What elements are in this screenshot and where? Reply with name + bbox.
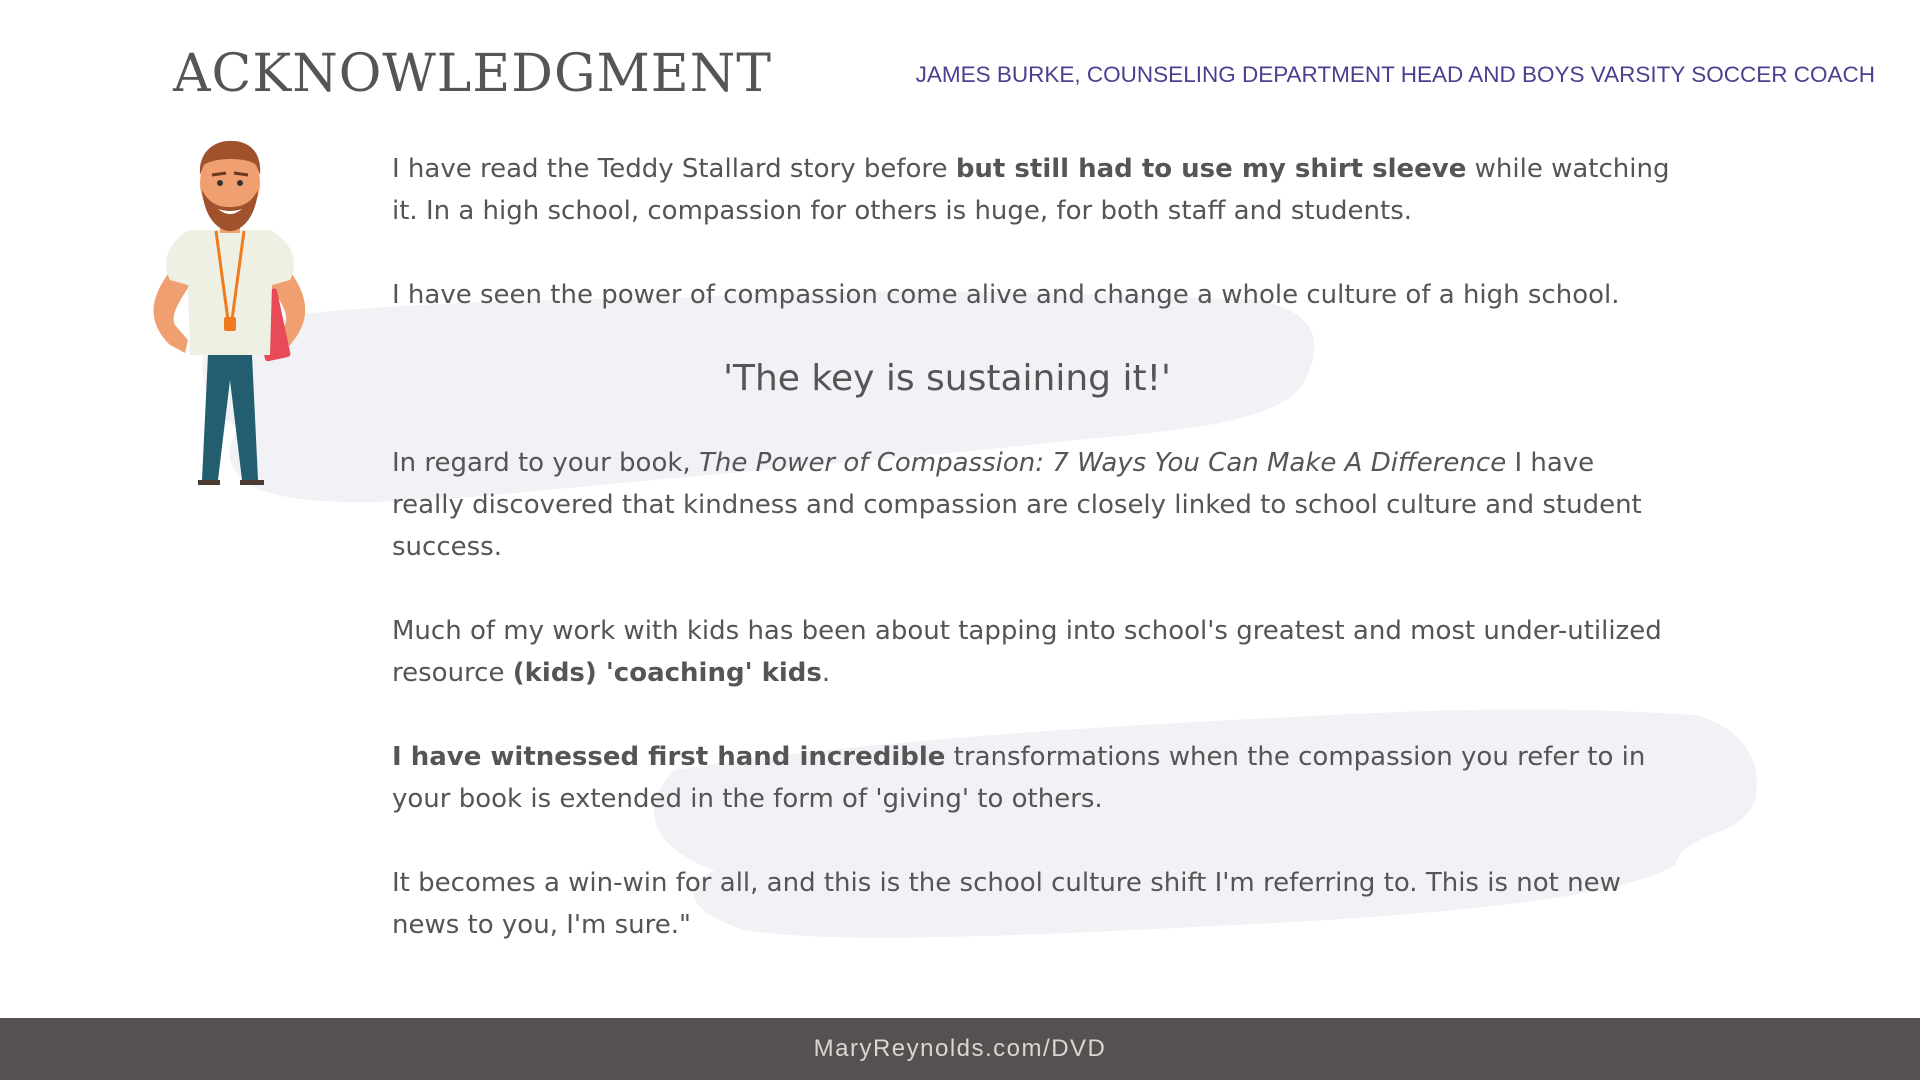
paragraph [392,148,1672,232]
footer-bar [0,1018,1920,1080]
text: transformations when the compassion you refer to in your book is extended in the form of 'giving' to others. [392,742,1646,814]
text: I have really discovered that kindness and compassion are closely linked to school culture and student success. [392,448,1642,562]
paragraph: It becomes a win-win for all, and this is the school culture shift I'm referring to. This is not new news to you, I'm sure." [392,868,1621,940]
emphasis-text: (kids) 'coaching' kids [512,658,822,688]
text: Much of my work with kids has been about tapping into school's greatest and most under-utilized resource [392,616,1662,688]
text: . [821,658,831,688]
paragraph: I have seen the power of compassion come alive and change a whole culture of a high school. [392,280,1620,310]
page-title: ACKNOWLEDGMENT [173,44,772,104]
paragraph [392,610,1672,694]
text: In regard to your book, [392,448,699,478]
text: I have read the Teddy Stallard story before [392,154,956,184]
attribution-subtitle: JAMES BURKE, COUNSELING DEPARTMENT HEAD AND BOYS VARSITY SOCCER COACH [915,62,1875,87]
text: while watching it. In a high school, compassion for others is huge, for both staff and students. [392,154,1670,226]
acknowledgment-body [392,148,1672,946]
emphasis-text: but still had to use my shirt sleeve [955,154,1467,184]
pull-quote: 'The key is sustaining it!' [723,358,1171,399]
website-link[interactable]: MaryReynolds.com/DVD [813,1035,1107,1062]
paragraph [392,736,1672,820]
emphasis-text: I have witnessed first hand incredible [392,742,946,772]
book-title: The Power of Compassion: 7 Ways You Can Make A Difference [698,448,1507,478]
paragraph [392,442,1672,568]
teacher-with-lanyard-and-book-icon [140,135,320,495]
